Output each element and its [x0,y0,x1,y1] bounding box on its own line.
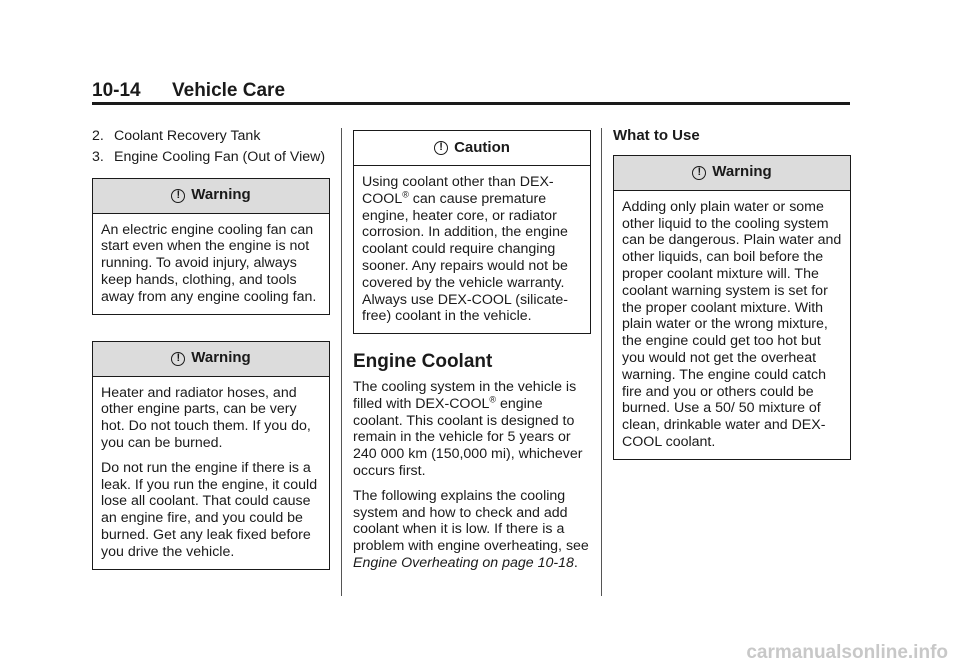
column-2 [353,128,591,580]
warning-text: Do not run the engine if there is a leak. If you run the engine, it could lose all coolant. That could cause an engine fire, and you could be burned. Get any leak fixed before you drive the vehicle. [101,459,318,560]
warning-text: Heater and radiator hoses, and other engine parts, can be very hot. Do not touch them. If you do, you can be burned. [101,384,311,451]
alert-icon [692,166,706,180]
column-3 [613,128,851,460]
list-item-number: 3. [92,148,104,165]
warning-header [93,179,329,214]
alert-icon [434,141,448,155]
caution-header [354,131,590,166]
list-item-number: 2. [92,128,104,144]
caution-label: Caution [454,138,510,156]
warning-label: Warning [191,186,251,204]
warning-header [614,156,850,191]
caution-text: Using coolant other than DEX-COOL® can cause premature engine, heater core, or radiator corrosion. In addition, the engine coolant could require changing sooner. Any repairs would not be covered by the vehicle warranty. Always use DEX-COOL (silicate-free) coolant in the vehicle. [362,174,569,325]
warning-text: An electric engine cooling fan can start even when the engine is not running. To avoid injury, always keep hands, clothing, and tools away from any engine cooling fan. [101,221,317,305]
watermark: carmanualsonline.info [746,642,948,663]
warning-box [92,341,330,570]
column-divider [341,128,342,596]
warning-header [93,342,329,377]
alert-icon [171,189,185,203]
page-number: 10-14 [92,80,141,101]
subsection-heading: What to Use [613,127,700,144]
section-title: Vehicle Care [172,80,286,101]
body-paragraph: The following explains the cooling system and how to check and add coolant when it is low. If there is a problem with engine overheating, see Engine Overheating on page 10-18. [353,487,589,571]
warning-label: Warning [191,349,251,367]
alert-icon [171,352,185,366]
caution-box [353,130,591,334]
header-rule [92,102,850,105]
list-item-text: Coolant Recovery Tank [114,128,261,144]
warning-text: Adding only plain water or some other liquid to the cooling system can be dangerous. Plain water and other liquids, can boil before the proper coolant mixture will. The coolant warning system is set for the proper coolant mixture. With plain water or the wrong mixture, the engine could get too hot but you would not get the overheat warning. The engine could catch fire and you or others could be burned. Use a 50/ 50 mixture of clean, drinkable water and DEX-COOL coolant. [622,198,842,450]
list-item-text: Engine Cooling Fan (Out of View) [114,148,326,165]
list-item [92,128,330,145]
body-paragraph: The cooling system in the vehicle is filled with DEX-COOL® engine coolant. This coolant is designed to remain in the vehicle for 5 years or 240 000 km (150,000 mi), whichever occurs first. [353,378,583,479]
section-heading: Engine Coolant [353,351,493,373]
warning-box [92,178,330,315]
warning-box [613,155,851,460]
column-1 [92,128,330,570]
list-item [92,149,330,166]
column-divider [601,128,602,596]
cross-reference-link[interactable]: Engine Overheating on page 10-18 [353,554,574,571]
warning-label: Warning [712,163,772,181]
